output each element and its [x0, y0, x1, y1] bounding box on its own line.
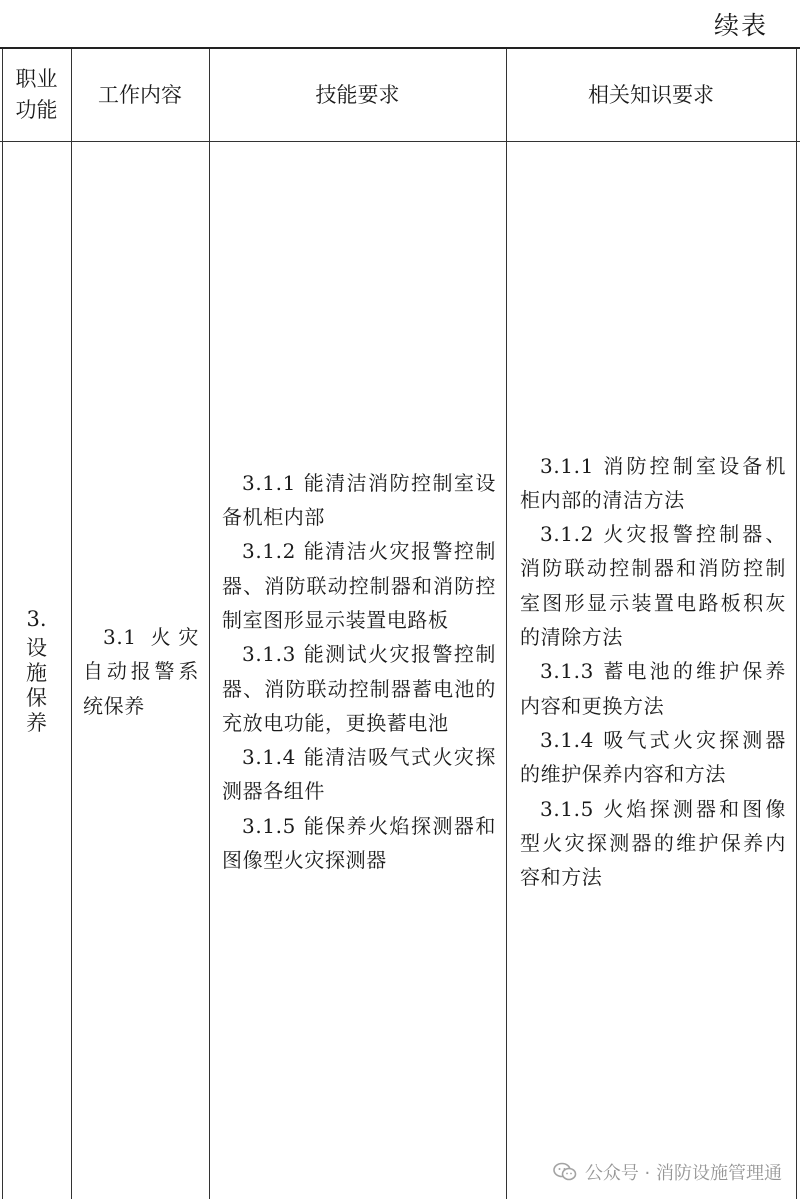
standards-table	[0, 47, 800, 1199]
function-char: 施	[26, 661, 47, 685]
table-border-right	[796, 49, 797, 1199]
knowledge-item: 3.1.3 蓄电池的维护保养内容和更换方法	[520, 659, 786, 718]
skill-item: 3.1.4 能清洁吸气式火灾探测器各组件	[222, 745, 496, 804]
header-function	[2, 49, 71, 141]
skill-item: 3.1.1 能清洁消防控制室设备机柜内部	[222, 470, 496, 530]
continued-label: 续表	[713, 11, 768, 40]
header-function-line1: 职业	[15, 67, 58, 91]
knowledge-cell	[506, 142, 796, 1201]
function-char: 设	[26, 636, 47, 660]
knowledge-item: 3.1.4 吸气式火灾探测器的维护保养内容和方法	[520, 727, 786, 787]
watermark	[553, 1159, 782, 1185]
header-function-line2: 功能	[15, 98, 58, 122]
header-work-content: 工作内容	[98, 82, 182, 107]
knowledge-item: 3.1.2 火灾报警控制器、消防联动控制器和消防控制室图形显示装置电路板积灰的清除方法	[520, 522, 786, 650]
work-content-text: 3.1 火灾自动报警系统保养	[83, 625, 199, 718]
function-number: 3.	[26, 607, 47, 631]
knowledge-item: 3.1.5 火焰探测器和图像型火灾探测器的维护保养内容和方法	[520, 796, 786, 890]
skills-cell	[209, 142, 506, 1201]
header-skills: 技能要求	[315, 82, 400, 107]
function-cell	[2, 142, 71, 1201]
knowledge-item: 3.1.1 消防控制室设备机柜内部的清洁方法	[520, 453, 786, 512]
skill-item: 3.1.2 能清洁火灾报警控制器、消防联动控制器和消防控制室图形显示装置电路板	[222, 539, 496, 632]
header-knowledge: 相关知识要求	[588, 82, 714, 107]
skill-item: 3.1.3 能测试火灾报警控制器、消防联动控制器蓄电池的充放电功能，更换蓄电池	[222, 642, 496, 735]
work-content-cell	[71, 142, 209, 1201]
wechat-icon	[553, 1162, 577, 1182]
skill-item: 3.1.5 能保养火焰探测器和图像型火灾探测器	[222, 813, 496, 872]
watermark-text: 公众号 · 消防设施管理通	[584, 1163, 782, 1184]
function-char: 养	[26, 711, 47, 735]
function-char: 保	[26, 686, 47, 710]
